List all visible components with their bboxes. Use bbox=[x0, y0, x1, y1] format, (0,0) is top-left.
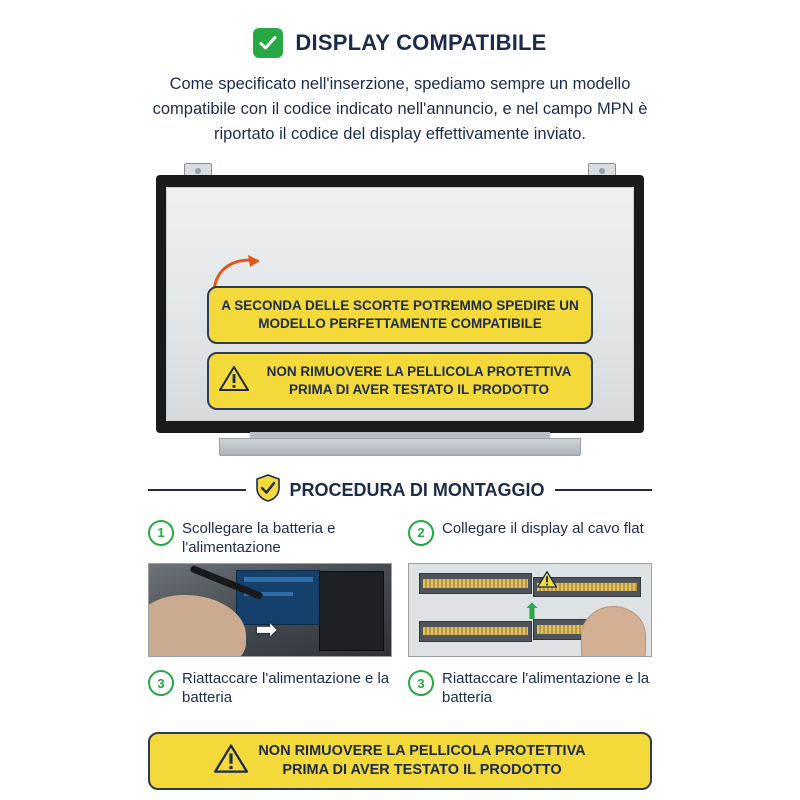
steps-top-row bbox=[148, 519, 652, 557]
step-label: Scollegare la batteria e l'alimentazione bbox=[182, 519, 336, 556]
film-note-text: NON RIMUOVERE LA PELLICOLA PROTETTIVA PRIMA DI AVER TESTATO IL PRODOTTO bbox=[266, 363, 572, 397]
content-column bbox=[148, 0, 652, 708]
bottom-warning-text bbox=[258, 742, 585, 780]
stock-note-box bbox=[207, 286, 593, 344]
thumb-shape bbox=[581, 606, 646, 657]
intro-text: Come specificato nell'inserzione, spediamo sempre un modello compatibile con il codice indicato nell'annuncio, e nel campo MPN è riportato il codice del display effettivamente inviato. bbox=[152, 75, 648, 143]
green-up-arrow-icon: ⬆ bbox=[522, 598, 542, 624]
step-number: 2 bbox=[408, 520, 434, 546]
connector-shape bbox=[419, 621, 532, 641]
bottom-warning-line1: NON RIMUOVERE LA PELLICOLA PROTETTIVA bbox=[258, 743, 586, 760]
white-arrow-icon: ➡ bbox=[255, 613, 278, 644]
step-item-3-left bbox=[148, 669, 392, 707]
procedure-header bbox=[148, 474, 652, 507]
bottom-warning-line2: PRIMA DI AVER TESTATO IL PRODOTTO bbox=[282, 762, 562, 779]
step-photos bbox=[148, 563, 652, 657]
step-item-3-right bbox=[408, 669, 652, 707]
warning-triangle-icon bbox=[537, 570, 557, 593]
warning-triangle-icon bbox=[219, 365, 249, 396]
stock-note-text: A SECONDA DELLE SCORTE POTREMMO SPEDIRE UN MODELLO PERFETTAMENTE COMPATIBILE bbox=[221, 297, 579, 331]
step-number: 3 bbox=[408, 670, 434, 696]
step-item-2 bbox=[408, 519, 652, 557]
procedure-title: PROCEDURA DI MONTAGGIO bbox=[289, 479, 545, 500]
laptop-internals-photo bbox=[148, 563, 392, 657]
step-number: 1 bbox=[148, 520, 174, 546]
divider-left bbox=[148, 489, 246, 491]
battery-shape bbox=[319, 571, 384, 650]
page-title: DISPLAY COMPATIBILE bbox=[295, 30, 547, 55]
steps-bottom-row bbox=[148, 669, 652, 707]
display-illustration bbox=[148, 163, 652, 458]
bottom-warning-banner bbox=[148, 732, 652, 790]
warning-triangle-icon bbox=[214, 743, 248, 779]
header bbox=[148, 0, 652, 58]
flat-cable-connector-photo bbox=[408, 563, 652, 657]
shield-icon bbox=[256, 474, 280, 507]
panel-bottom-bar bbox=[219, 438, 581, 456]
check-icon bbox=[253, 28, 283, 58]
step-label: Riattaccare l'alimentazione e la batteria bbox=[182, 670, 390, 707]
divider-right bbox=[555, 489, 653, 491]
step-number: 3 bbox=[148, 670, 174, 696]
film-note-box bbox=[207, 352, 593, 410]
step-item-1 bbox=[148, 519, 392, 557]
motherboard-shape bbox=[236, 570, 320, 625]
hand-shape bbox=[148, 595, 246, 657]
step-label: Collegare il display al cavo flat bbox=[442, 519, 644, 537]
step-label: Riattaccare l'alimentazione e la batteria bbox=[442, 670, 650, 707]
connector-shape bbox=[419, 573, 532, 593]
